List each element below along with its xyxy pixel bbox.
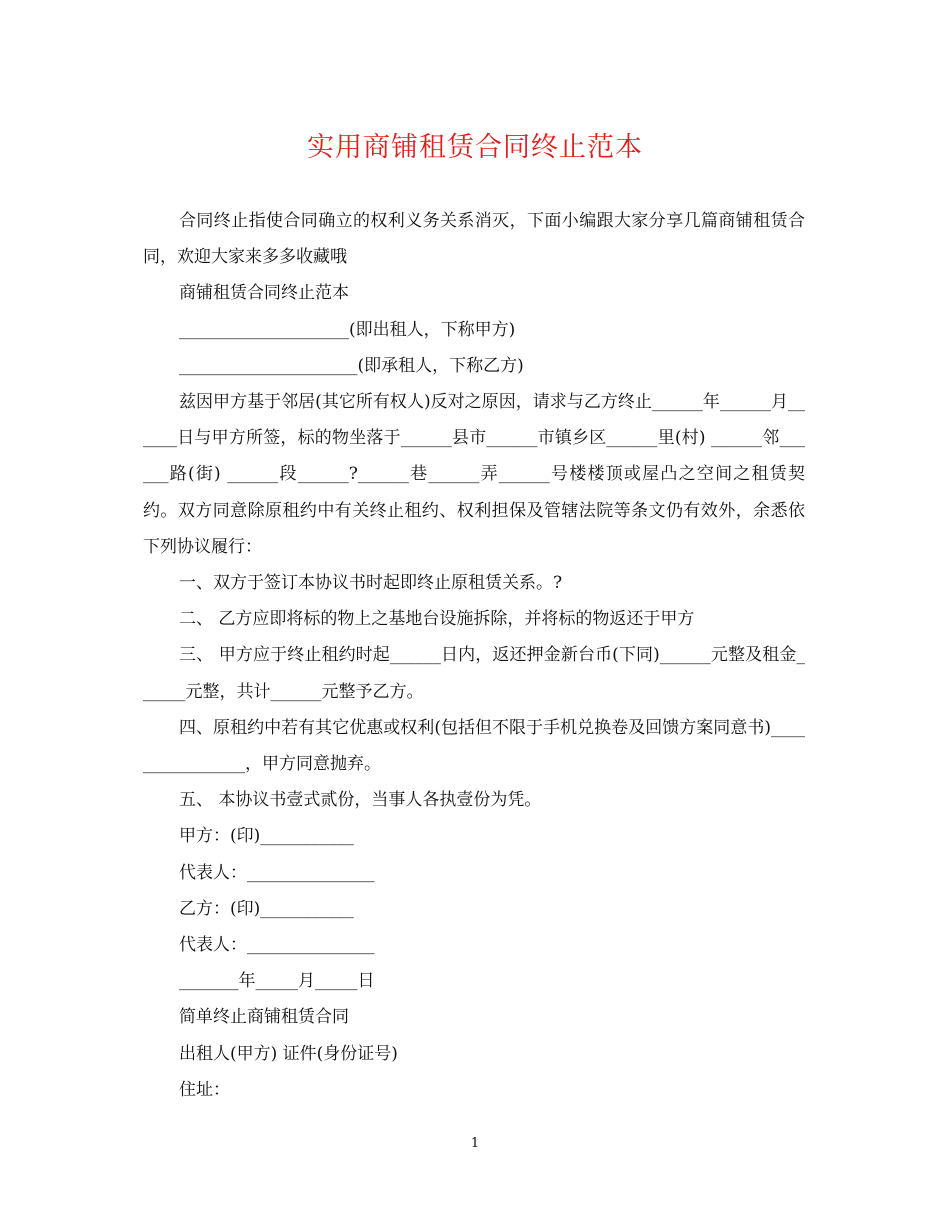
clause-three: 三、 甲方应于终止租约时起______日内，返还押金新台币(下同)______元整及租金______元整，共计______元整予乙方。 [143, 645, 805, 702]
section-heading: 商铺租赁合同终止范本 [179, 283, 349, 304]
clause-one: 一、双方于签订本协议书时起即终止原租赁关系。? [179, 573, 563, 594]
party-a-seal-line: 甲方：(印)___________ [179, 826, 354, 847]
lessor-id-line: 出租人(甲方) 证件(身份证号) [179, 1043, 398, 1064]
termination-clause: 兹因甲方基于邻居(其它所有权人)反对之原因，请求与乙方终止______年______月______日与甲方所签，标的物坐落于______县市______市镇乡区______里(村) ______邻______路(街) ______段______?______巷______弄______号楼楼顶或屋凸之空间之租赁契约。双方同意除原租约中有关终止租约、权利担保及管辖法院等条文仍有效外，余悉依下列协议履行： [143, 392, 805, 557]
party-a-representative-line: 代表人：_______________ [179, 862, 375, 883]
clause-four: 四、原租约中若有其它优惠或权利(包括但不限于手机兑换卷及回馈方案同意书)________________，甲方同意抛弃。 [143, 717, 805, 775]
lessor-line: ____________________(即出租人，下称甲方) [179, 319, 516, 340]
clause-two: 二、 乙方应即将标的物上之基地台设施拆除，并将标的物返还于甲方 [179, 609, 695, 630]
document-title: 实用商铺租赁合同终止范本 [307, 132, 643, 163]
party-b-seal-line: 乙方：(印)___________ [179, 898, 354, 919]
intro-paragraph: 合同终止指使合同确立的权利义务关系消灭，下面小编跟大家分享几篇商铺租赁合同，欢迎大家来多多收藏哦 [143, 211, 805, 268]
second-contract-heading: 简单终止商铺租赁合同 [179, 1007, 349, 1028]
date-line: _______年_____月_____日 [179, 971, 375, 992]
clause-five: 五、 本协议书壹式贰份，当事人各执壹份为凭。 [179, 790, 542, 811]
lessee-line: _____________________(即承租人，下称乙方) [179, 355, 524, 376]
page-number: 1 [470, 1136, 480, 1151]
party-b-representative-line: 代表人：_______________ [179, 935, 375, 956]
document-body [143, 203, 805, 1108]
address-line: 住址： [179, 1079, 230, 1100]
